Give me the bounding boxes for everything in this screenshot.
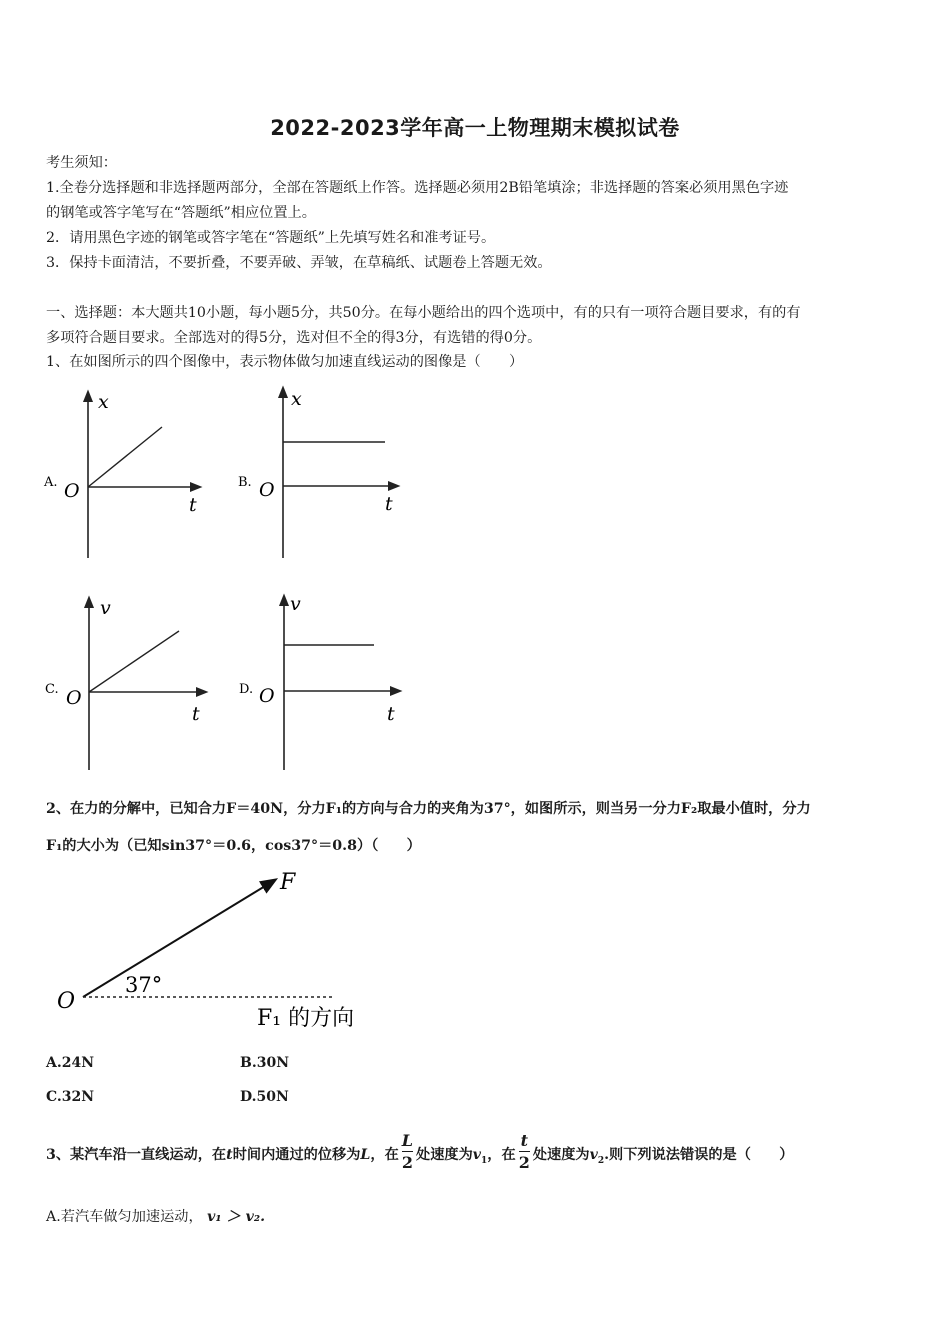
question-3-option-a[interactable]	[46, 1207, 265, 1227]
notice-item: 3．保持卡面清洁，不要折叠，不要弄破、弄皱，在草稿纸、试题卷上答题无效。	[46, 255, 552, 271]
stem-text: 3、某汽车沿一直线运动，在	[46, 1147, 227, 1163]
notice-item: 2．请用黑色字迹的钢笔或答字笔在“答题纸”上先填写姓名和准考证号。	[46, 230, 496, 246]
origin-label: O	[259, 479, 275, 501]
stem-text: ，在	[370, 1147, 399, 1163]
option-label: A.	[46, 1055, 62, 1071]
fraction-numerator: L	[401, 1131, 414, 1150]
stem-text: 时间内通过的位移为	[232, 1147, 361, 1163]
fraction-l-over-2	[402, 1132, 413, 1172]
axis-x-label: t	[189, 494, 197, 516]
graph-a	[43, 391, 200, 558]
notice-item: 1.全卷分选择题和非选择题两部分，全部在答题纸上作答。选择题必须用2B铅笔填涂；非选择题的答案必须用黑色字迹	[46, 180, 789, 196]
angle-label: 37°	[125, 973, 163, 997]
axis-y-label: v	[290, 593, 301, 615]
stem-text: .则下列说法错误的是（ ）	[604, 1147, 794, 1163]
origin-label: O	[259, 685, 275, 707]
graph-option-label: D.	[239, 682, 254, 697]
fraction-t-over-2	[519, 1132, 530, 1172]
option-text: 32N	[61, 1089, 95, 1105]
fraction-denominator: 2	[401, 1153, 413, 1172]
option-c[interactable]	[46, 1089, 94, 1105]
option-text: 24N	[61, 1055, 95, 1071]
option-text: 50N	[256, 1089, 289, 1105]
option-text: A.若汽车做匀加速运动，	[46, 1209, 203, 1225]
notice-item: 的钢笔或答字笔写在“答题纸”相应位置上。	[46, 205, 316, 221]
option-label: B.	[240, 1055, 257, 1071]
axis-x-label: t	[387, 703, 395, 725]
graph-option-label: C.	[45, 682, 59, 697]
option-text: 30N	[256, 1055, 289, 1071]
var-t: t	[226, 1147, 233, 1163]
question-1-stem: 1、在如图所示的四个图像中，表示物体做匀加速直线运动的图像是（ ）	[46, 354, 524, 370]
axis-y-label: x	[291, 388, 302, 410]
axis-x-label: t	[385, 493, 393, 515]
option-b[interactable]	[240, 1055, 289, 1071]
subscript: 1	[481, 1155, 488, 1166]
axis-y-label: x	[98, 391, 109, 413]
origin-label: O	[64, 480, 80, 502]
axis-y-label: v	[100, 597, 111, 619]
question-2-stem: F₁的大小为（已知sin37°＝0.6，cos37°＝0.8）（ ）	[46, 838, 421, 854]
var-l: L	[360, 1147, 371, 1163]
section-instructions: 一、选择题：本大题共10小题，每小题5分，共50分。在每小题给出的四个选项中，有的只有一项符合题目要求，有的有	[46, 305, 801, 321]
option-a[interactable]	[46, 1055, 94, 1071]
graph-d	[239, 593, 400, 770]
graph-c	[45, 597, 206, 770]
origin-label: O	[66, 687, 82, 709]
section-instructions: 多项符合题目要求。全部选对的得5分，选对但不全的得3分，有选错的得0分。	[46, 330, 542, 346]
subscript: 2	[597, 1155, 605, 1166]
force-f-label: F	[280, 870, 296, 895]
f1-direction-label: F₁ 的方向	[257, 1006, 355, 1031]
stem-text: 处速度为	[532, 1147, 590, 1163]
notice-heading: 考生须知：	[46, 155, 117, 171]
stem-text: 处速度为	[416, 1147, 473, 1163]
option-label: D.	[240, 1089, 257, 1105]
page-title: 2022-2023学年高一上物理期末模拟试卷	[270, 116, 680, 140]
question-1-graphs	[40, 380, 420, 780]
question-2-force-diagram	[45, 860, 385, 1040]
fraction-numerator: t	[520, 1131, 528, 1150]
graph-b	[238, 388, 398, 558]
var-v1: v	[472, 1147, 482, 1163]
option-label: C.	[46, 1089, 62, 1105]
fraction-denominator: 2	[518, 1153, 530, 1172]
graph-option-label: A.	[44, 475, 58, 490]
question-3-stem	[46, 1124, 794, 1186]
option-expression: v₁ ＞ v₂.	[207, 1209, 266, 1225]
origin-label: O	[57, 989, 76, 1014]
var-v2: v	[589, 1147, 598, 1163]
graph-option-label: B.	[238, 475, 252, 490]
stem-text: ，在	[487, 1147, 516, 1163]
option-d[interactable]	[240, 1089, 289, 1105]
question-2-stem: 2、在力的分解中，已知合力F＝40N，分力F₁的方向与合力的夹角为37°，如图所示，则当另一分力F₂取最小值时，分力	[46, 801, 811, 817]
axis-x-label: t	[192, 703, 200, 725]
